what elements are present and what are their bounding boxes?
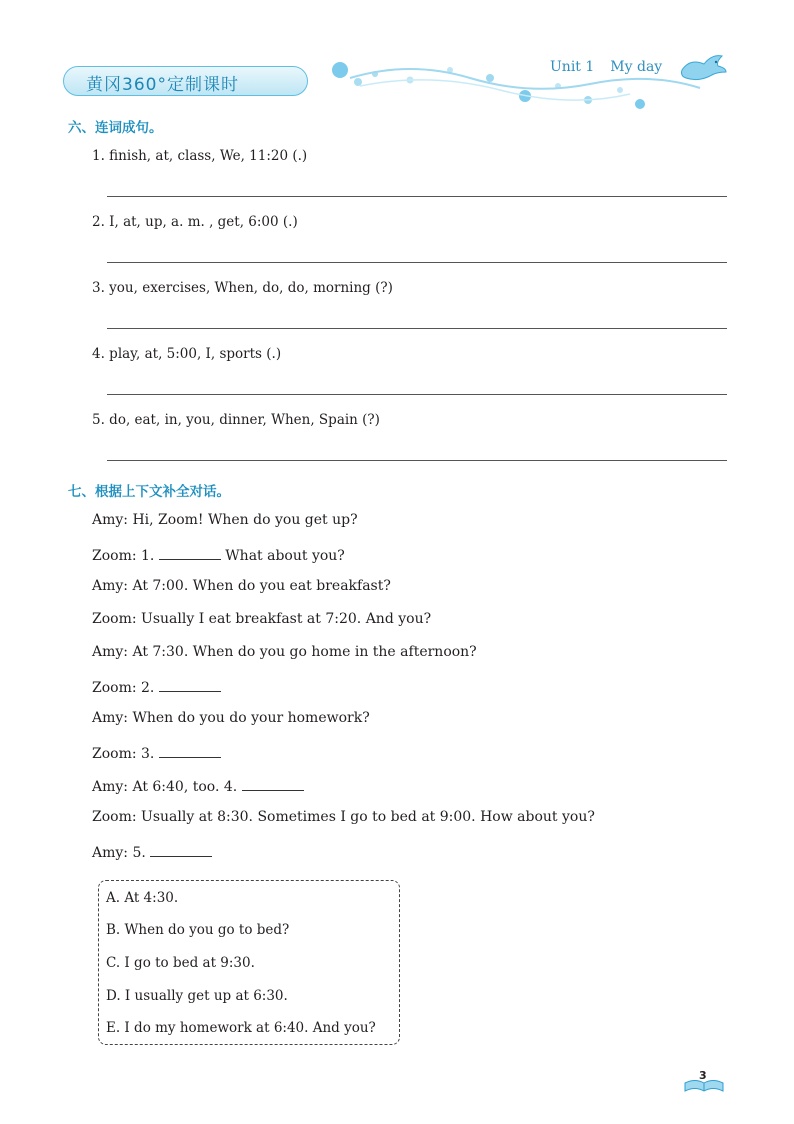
- answer-line-5: [107, 460, 727, 461]
- section-7-heading: 七、根据上下文补全对话。: [68, 484, 230, 500]
- blank-2: [159, 677, 221, 692]
- option-b: B. When do you go to bed?: [106, 922, 290, 938]
- dialog-line-5: Amy: At 7:30. When do you go home in the afternoon?: [92, 644, 477, 660]
- dialog-line-2: Zoom: 1. What about you?: [92, 545, 345, 564]
- blank-1: [159, 545, 221, 560]
- answer-line-1: [107, 196, 727, 197]
- option-e: E. I do my homework at 6:40. And you?: [106, 1020, 376, 1036]
- dialog-line-7: Amy: When do you do your homework?: [92, 710, 370, 726]
- blank-3: [159, 743, 221, 758]
- answer-line-3: [107, 328, 727, 329]
- dialog-line-4: Zoom: Usually I eat breakfast at 7:20. And you?: [92, 611, 432, 627]
- question-4: 4. play, at, 5:00, I, sports (.): [92, 346, 282, 362]
- dialog-line-11: Amy: 5.: [92, 842, 212, 861]
- option-c: C. I go to bed at 9:30.: [106, 955, 255, 971]
- question-1: 1. finish, at, class, We, 11:20 (.): [92, 148, 308, 164]
- dialog-line-9: Amy: At 6:40, too. 4.: [92, 776, 304, 795]
- question-3: 3. you, exercises, When, do, do, morning (?): [92, 280, 393, 296]
- book-title: 黄冈360°定制课时: [86, 75, 239, 95]
- dialog-line-6: Zoom: 2.: [92, 677, 221, 696]
- page-number: 3: [699, 1069, 707, 1082]
- bird-icon: [676, 50, 728, 86]
- dialog-line-8: Zoom: 3.: [92, 743, 221, 762]
- dialog-line-10: Zoom: Usually at 8:30. Sometimes I go to bed at 9:00. How about you?: [92, 809, 595, 825]
- question-5: 5. do, eat, in, you, dinner, When, Spain (?): [92, 412, 380, 428]
- dialog-line-1: Amy: Hi, Zoom! When do you get up?: [92, 512, 358, 528]
- dialog-line-3: Amy: At 7:00. When do you eat breakfast?: [92, 578, 391, 594]
- question-2: 2. I, at, up, a. m. , get, 6:00 (.): [92, 214, 298, 230]
- option-a: A. At 4:30.: [106, 890, 179, 906]
- section-6-heading: 六、连词成句。: [68, 120, 163, 136]
- blank-4: [242, 776, 304, 791]
- answer-line-2: [107, 262, 727, 263]
- unit-number: Unit 1: [550, 59, 595, 75]
- open-book-icon: [683, 1077, 725, 1093]
- option-d: D. I usually get up at 6:30.: [106, 988, 288, 1004]
- answer-line-4: [107, 394, 727, 395]
- unit-topic: My day: [610, 59, 663, 75]
- unit-label: [550, 59, 678, 75]
- blank-5: [150, 842, 212, 857]
